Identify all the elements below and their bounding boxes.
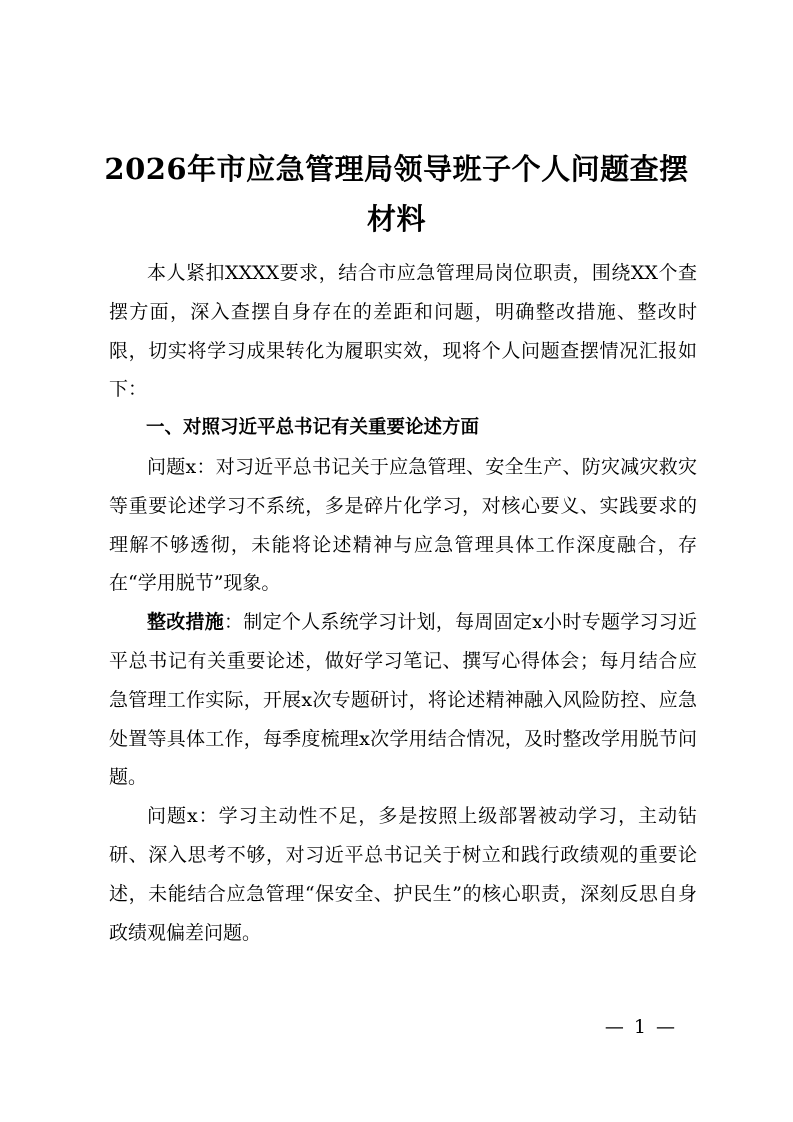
problem-paragraph-2: 问题x：学习主动性不足，多是按照上级部署被动学习，主动钻研、深入思考不够，对习近平总书记关于树立和践行政绩观的重要论述，未能结合应急管理“保安全、护民生”的核心职责，深刻反思自身政绩观偏差问题。 <box>109 805 697 944</box>
measure-label: 整改措施 <box>147 611 225 634</box>
measure-text: ：制定个人系统学习计划，每周固定x小时专题学习习近平总书记有关重要论述，做好学习笔记、撰写心得体会；每月结合应急管理工作实际，开展x次专题研讨，将论述精神融入风险防控、应急处置等具体工作，每季度梳理x次学用结合情况，及时整改学用脱节问题。 <box>109 611 697 789</box>
page-number: — 1 — <box>604 1016 677 1038</box>
title-line-2: 材料 <box>366 202 426 236</box>
document-title <box>100 144 693 244</box>
measure-paragraph-1 <box>109 603 697 797</box>
intro-paragraph: 本人紧扣XXXX要求，结合市应急管理局岗位职责，围绕XX个查摆方面，深入查摆自身存在的差距和问题，明确整改措施、整改时限，切实将学习成果转化为履职实效，现将个人问题查摆情况汇报如下： <box>109 262 697 401</box>
problem-paragraph-1: 问题x：对习近平总书记关于应急管理、安全生产、防灾减灾救灾等重要论述学习不系统，多是碎片化学习，对核心要义、实践要求的理解不够透彻，未能将论述精神与应急管理具体工作深度融合，存在“学用脱节”现象。 <box>109 455 697 595</box>
document-body <box>109 254 697 952</box>
section-heading: 一、对照习近平总书记有关重要论述方面 <box>146 417 480 439</box>
title-line-1: 2026年市应急管理局领导班子个人问题查摆 <box>104 152 689 186</box>
